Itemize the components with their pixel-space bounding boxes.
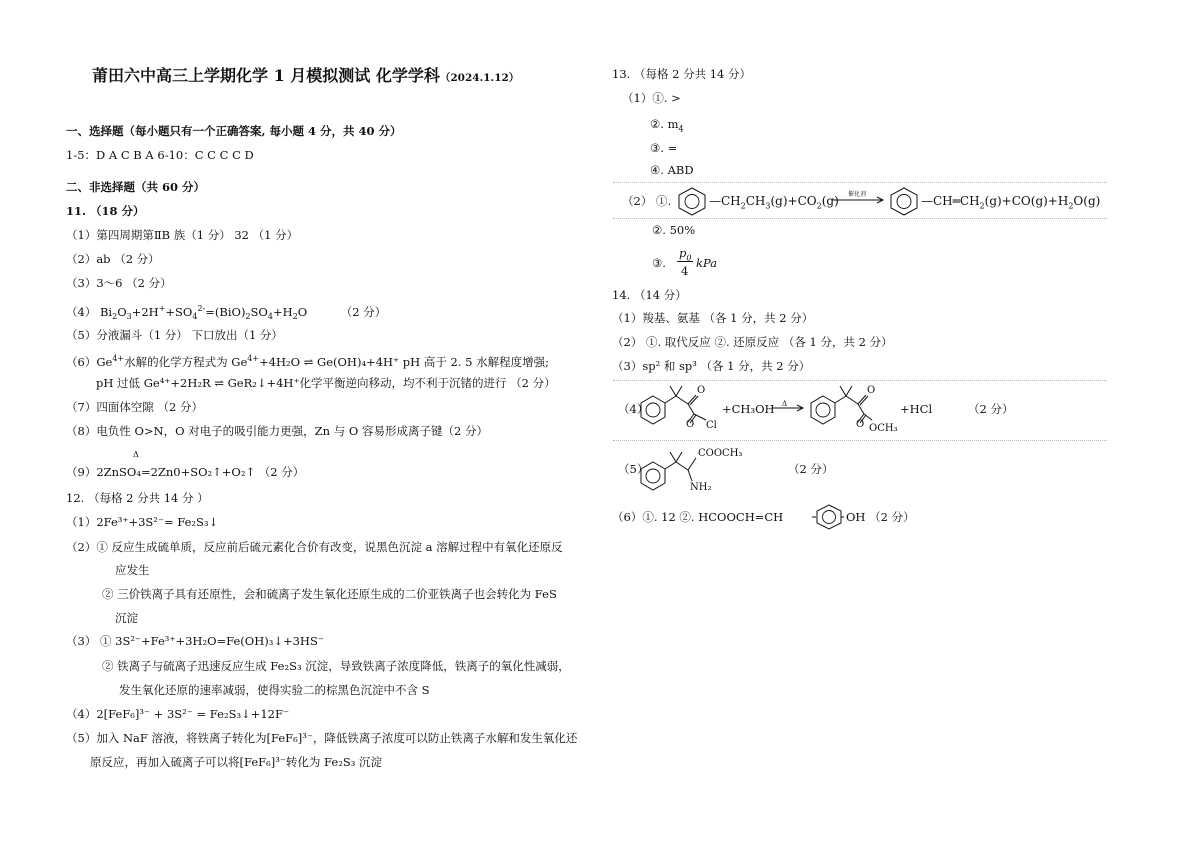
carbonyl-o-1: O — [697, 385, 706, 396]
q11-answer-6-text-a: 水解的化学方程式为 Ge — [124, 354, 248, 369]
carbonyl-o-2: O — [867, 385, 876, 396]
methanol-reagent: +CH₃OH — [722, 402, 775, 416]
q14-answer-4-label: （4） — [618, 402, 649, 416]
cooch3-label: COOCH₃ — [698, 448, 743, 459]
q11-answer-6: $(6)Ge^{4+}$水解的化学方程式为 $Ge^{4+}+4H_2O$ ⇌ Ge(OH)₄+4H⁺ pH 高于 2. 5 水解程度增强; — [66, 354, 549, 369]
q11-answer-2: （2）ab （2 分） — [66, 252, 160, 266]
q12-answer-4: （4）2[FeF₆]³⁻ + 3S²⁻ = Fe₂S₃↓+12F⁻ — [66, 707, 290, 721]
q11-answer-4: （4） $Bi_2O_3+2H^++SO_4^{2-}=(BiO)_2SO_4+H_2O$ （2 分） — [66, 304, 387, 322]
benzene-ring-product-icon — [888, 186, 920, 216]
q13-answer-2c-denominator: 4 — [681, 264, 689, 278]
q14-title: 14. （14 分） — [612, 288, 687, 302]
q11-answer-6-text-b: +4H₂O ⇌ Ge(OH)₄+4H⁺ pH 高于 2. 5 水解程度增强; — [259, 354, 549, 369]
q13-title: 13. （每格 2 分共 14 分） — [612, 67, 752, 81]
q13-answer-2c-label: ③. — [652, 256, 666, 270]
q13-answer-1d: ④. ABD — [650, 163, 694, 177]
page-title: 莆田六中高三上学期化学 1 月模拟测试 化学学科（2024.1.12） — [92, 66, 520, 85]
q12-answer-2a: （2）① 反应生成硫单质，反应前后硫元素化合价有改变，说黑色沉淀 a 溶解过程中有氧化还原反 — [66, 540, 563, 554]
ester-o-1: O — [686, 419, 695, 430]
q13-answer-1a: （1）①. > — [622, 91, 681, 105]
nh2-label: NH₂ — [690, 482, 712, 493]
q14-answer-3: （3）sp² 和 sp³ （各 1 分，共 2 分） — [612, 359, 811, 373]
q13-answer-2b: ②. 50% — [652, 223, 696, 237]
reaction-arrow-icon — [832, 196, 886, 204]
q12-answer-5-cont: 原反应，再加入硫离子可以将[FeF₆]³⁻转化为 Fe₂S₃ 沉淀 — [90, 755, 382, 769]
section-1-answers: 1-5：D A C B A 6-10：C C C C D — [66, 148, 254, 162]
q12-answer-3b: ② 铁离子与硫离子迅速反应生成 Fe₂S₃ 沉淀，导致铁离子浓度降低，铁离子的氧化性减弱， — [102, 659, 570, 673]
q13-answer-2c-unit: kPa — [696, 256, 718, 270]
q12-answer-2a-cont: 应发生 — [115, 563, 150, 577]
q12-answer-3a: （3） ① 3S²⁻+Fe³⁺+3H₂O=Fe(OH)₃↓+3HS⁻ — [66, 634, 324, 648]
q13-product-formula: $—CH═CH_2(g)+CO(g)+H_2O(g)$ — [921, 194, 1101, 211]
methoxy-label: OCH₃ — [869, 423, 898, 434]
q12-answer-2b-cont: 沉淀 — [115, 611, 138, 625]
q12-answer-1: （1）2Fe³⁺+3S²⁻= Fe₂S₃↓ — [66, 515, 219, 529]
reaction-arrow-2-icon — [772, 404, 806, 412]
q14-answer-6: （6）①. 12 ②. HCOOCH=CH — [612, 510, 784, 524]
q14-answer-5-label: （5） — [618, 462, 649, 476]
chlorine-label: Cl — [706, 420, 717, 431]
q11-answer-9: （9）2ZnSO₄=2Zn0+SO₂↑+O₂↑ （2 分） — [66, 465, 305, 479]
q12-answer-2b: ② 三价铁离子具有还原性，会和硫离子发生氧化还原生成的二价亚铁离子也会转化为 FeS — [102, 587, 557, 601]
ester-o-2: O — [856, 419, 865, 430]
q11-answer-1: （1）第四周期第ⅡB 族（1 分） 32 （1 分） — [66, 228, 299, 242]
q13-reactant-formula: $—CH_2CH_3(g)+CO_2(g)$ — [709, 194, 839, 211]
q11-answer-8: （8）电负性 O>N，O 对电子的吸引能力更强，Zn 与 O 容易形成离子键（2 分） — [66, 424, 488, 438]
hcl-product: +HCl — [900, 402, 933, 416]
q11-answer-4-score: （2 分） — [340, 304, 387, 319]
heat-symbol: Δ — [782, 400, 788, 408]
exam-date: （2024.1.12） — [439, 72, 520, 84]
q13-answer-1c: ③. = — [650, 141, 678, 155]
q13-answer-2-label: （2） ①. — [622, 194, 672, 208]
catalyst-label: 催化剂 — [848, 191, 867, 198]
q12-answer-5: （5）加入 NaF 溶液，将铁离子转化为[FeF₆]³⁻，降低铁离子浓度可以防止铁离子水解和发生氧化还 — [66, 731, 578, 745]
q13-answer-1b: ②. $m_4$ — [650, 117, 684, 134]
phenol-ring-icon — [812, 503, 844, 531]
q14-answer-6-oh: OH （2 分） — [846, 510, 915, 524]
q11-title: 11. （18 分） — [66, 204, 145, 218]
q12-title: 12. （每格 2 分共 14 分 ） — [66, 491, 209, 505]
section-1-heading: 一、选择题（每小题只有一个正确答案, 每小题 4 分，共 40 分） — [66, 124, 402, 138]
benzene-ring-reactant-icon — [676, 186, 708, 216]
section-2-heading: 二、非选择题（共 60 分） — [66, 180, 206, 194]
q14-answer-1: （1）羧基、氨基 （各 1 分，共 2 分） — [612, 311, 814, 325]
q11-answer-7: （7）四面体空隙 （2 分） — [66, 400, 203, 414]
q11-answer-5: （5）分液漏斗（1 分） 下口放出（1 分） — [66, 328, 283, 342]
q11-answer-3: （3）3～6 （2 分） — [66, 276, 172, 290]
q14-answer-2: （2） ①. 取代反应 ②. 还原反应 （各 1 分，共 2 分） — [612, 335, 893, 349]
q14-answer-5-score: （2 分） — [788, 462, 834, 476]
q11-answer-9-delta: Δ — [133, 450, 139, 459]
q12-answer-3b-cont: 发生氧化还原的速率减弱，使得实验二的棕黑色沉淀中不含 S — [119, 683, 430, 697]
q14-answer-4-score: （2 分） — [968, 402, 1014, 416]
q13-answer-2c-numerator: $p_0$ — [679, 246, 692, 263]
q11-answer-6-line-2: pH 过低 Ge⁴⁺+2H₂R ⇌ GeR₂↓+4H⁺化学平衡逆向移动，均不利于沉锗的进行 （2 分） — [96, 376, 556, 390]
